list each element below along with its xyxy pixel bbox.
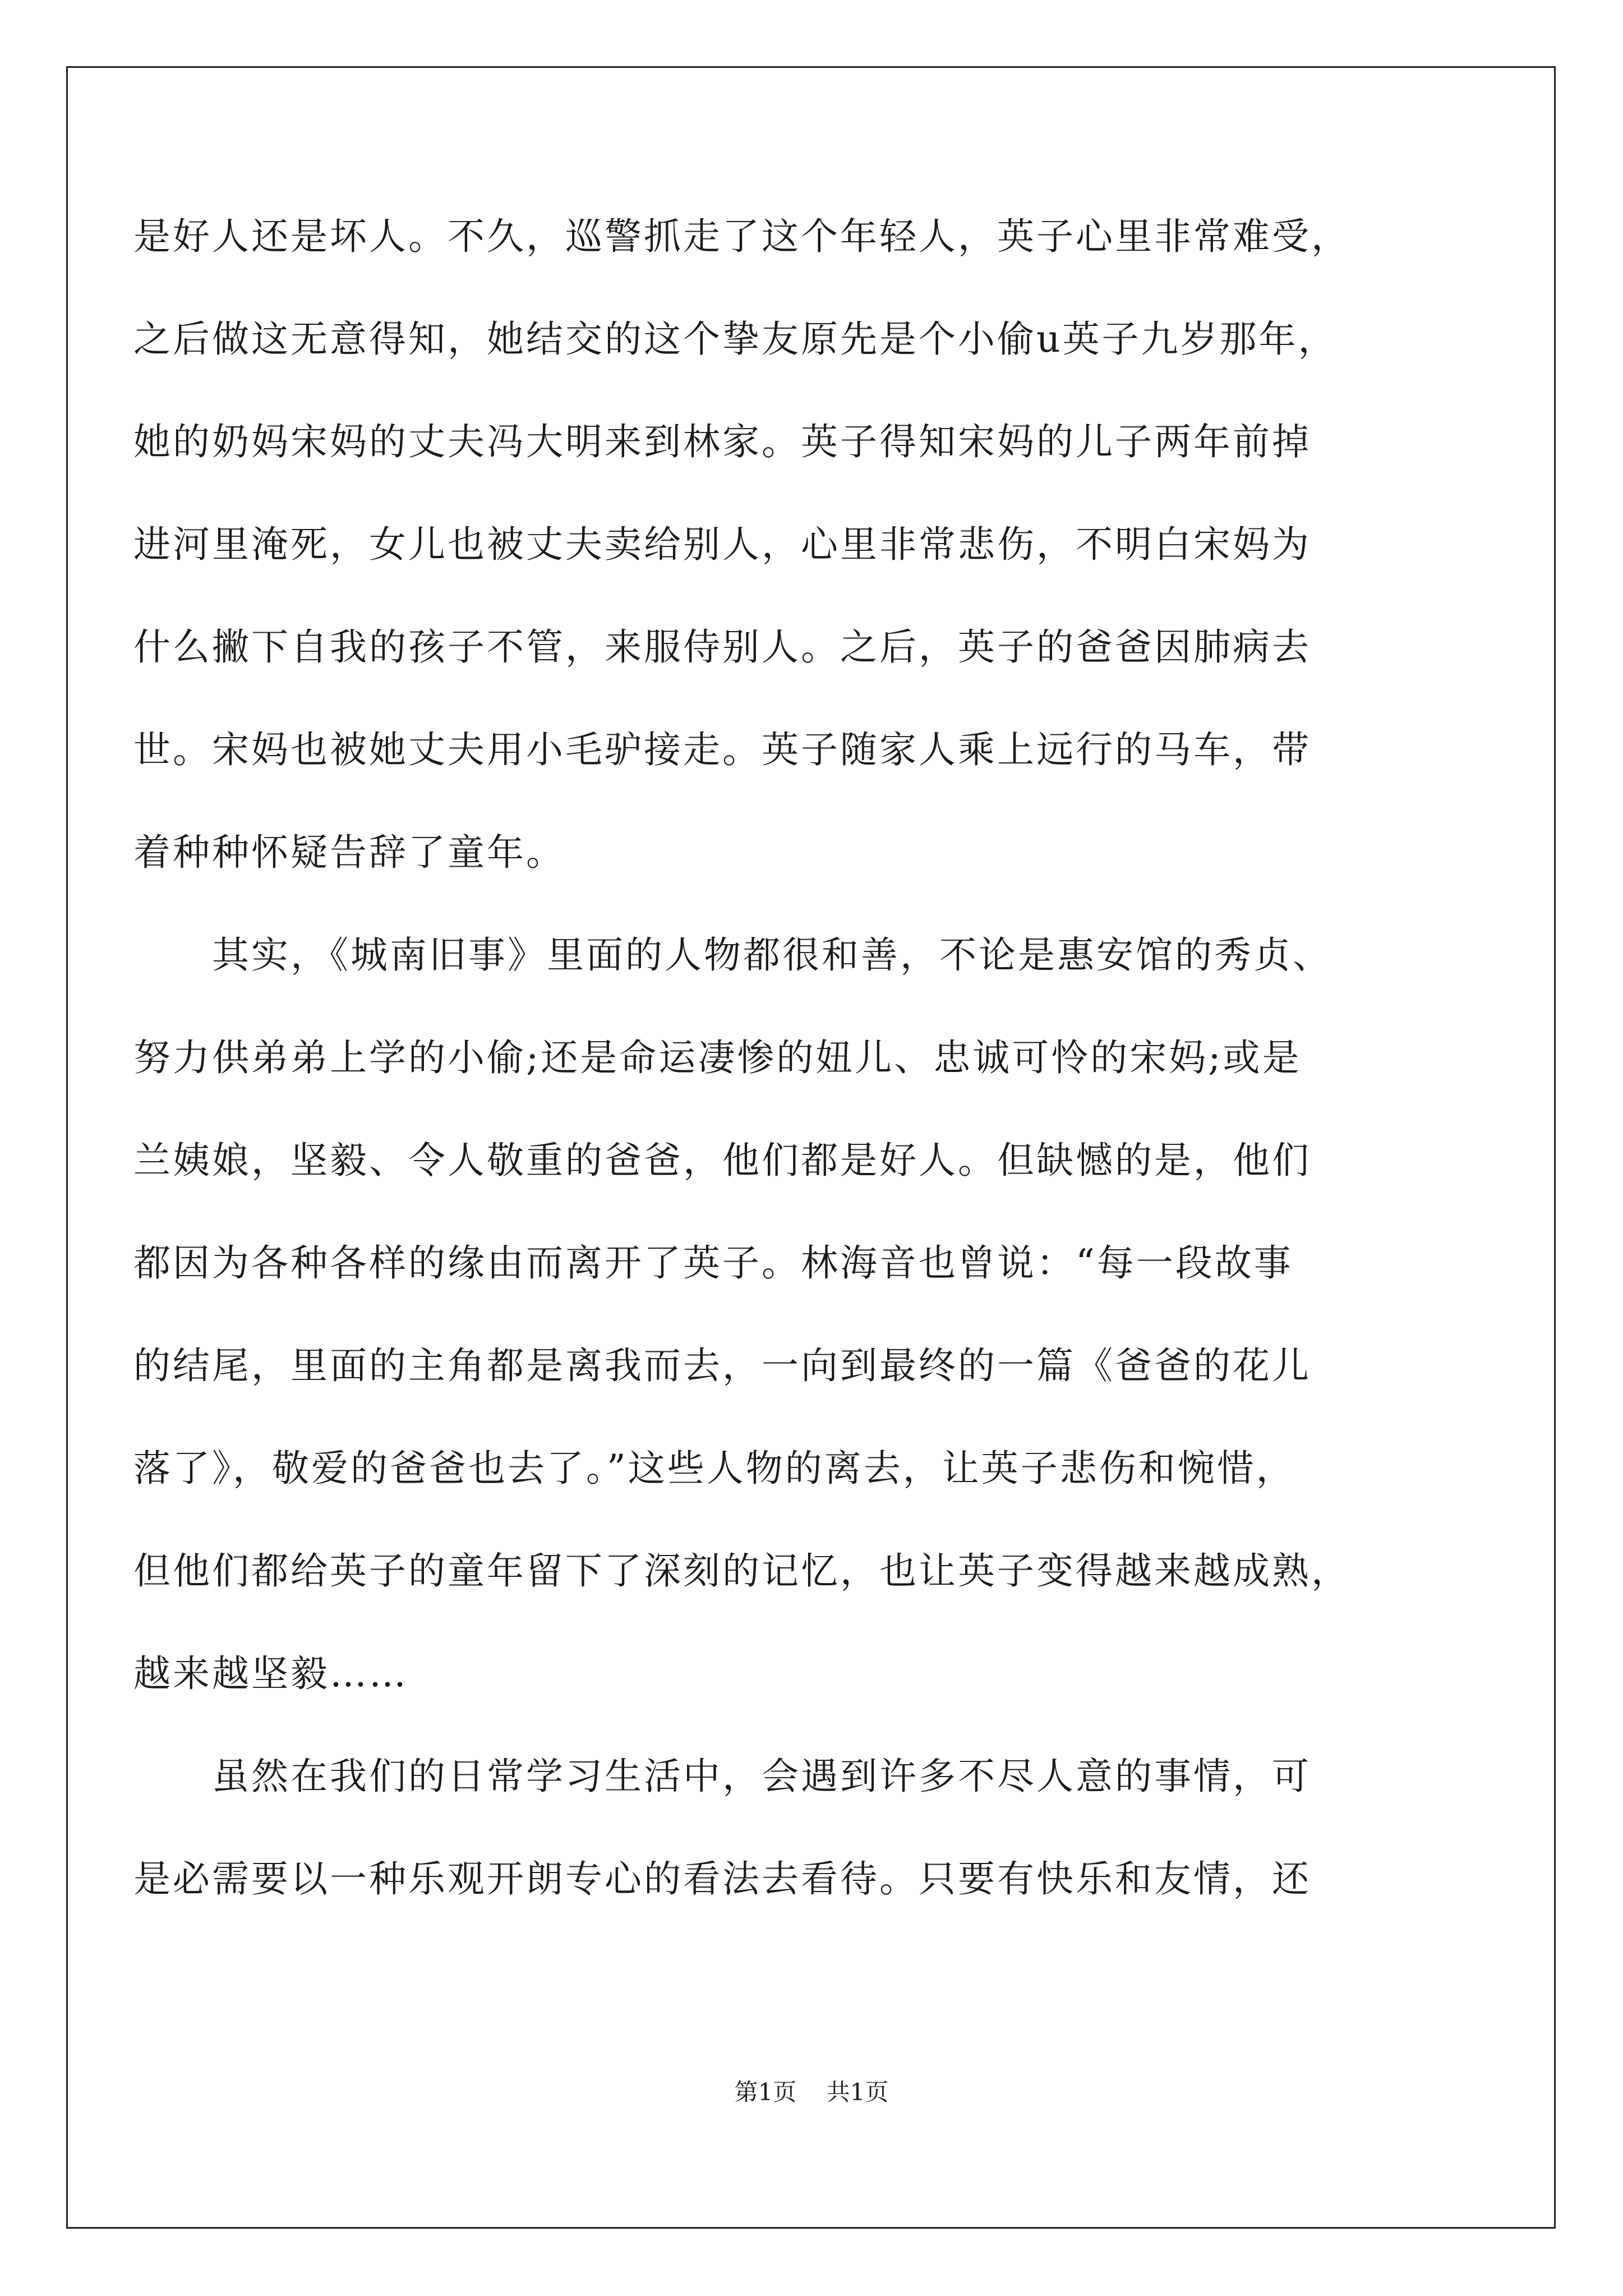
text-line: 之后做这无意得知，她结交的这个挚友原先是个小偷u英子九岁那年， bbox=[133, 318, 1338, 361]
text-line: 什么撇下自我的孩子不管，来服侍别人。之后，英子的爸爸因肺病去 bbox=[133, 625, 1311, 669]
page-total: 共1页 bbox=[826, 2078, 889, 2106]
text-line: 兰姨娘，坚毅、令人敬重的爸爸，他们都是好人。但缺憾的是，他们 bbox=[133, 1139, 1311, 1182]
text-line: 都因为各种各样的缘由而离开了英子。林海音也曾说：“每一段故事 bbox=[133, 1241, 1293, 1285]
text-line: 越来越坚毅…… bbox=[133, 1652, 408, 1695]
text-line: 努力供弟弟上学的小偷;还是命运凄惨的妞儿、忠诚可怜的宋妈;或是 bbox=[133, 1036, 1302, 1079]
text-line: 虽然在我们的日常学习生活中，会遇到许多不尽人意的事情，可 bbox=[133, 1755, 1311, 1798]
text-line: 是必需要以一种乐观开朗专心的看法去看待。只要有快乐和友情，还 bbox=[133, 1857, 1311, 1901]
page-number: 第1页 bbox=[734, 2078, 797, 2106]
text-line: 着种种怀疑告辞了童年。 bbox=[133, 831, 565, 874]
text-line: 其实，《城南旧事》里面的人物都很和善，不论是惠安馆的秀贞、 bbox=[133, 933, 1332, 977]
text-line: 的结尾，里面的主角都是离我而去，一向到最终的一篇《爸爸的花儿 bbox=[133, 1344, 1311, 1387]
text-line: 进河里淹死，女儿也被丈夫卖给别人，心里非常悲伤，不明白宋妈为 bbox=[133, 523, 1311, 566]
text-line: 她的奶妈宋妈的丈夫冯大明来到林家。英子得知宋妈的儿子两年前掉 bbox=[133, 420, 1311, 463]
text-line: 世。宋妈也被她丈夫用小毛驴接走。英子随家人乘上远行的马车，带 bbox=[133, 728, 1311, 771]
document-body bbox=[133, 185, 1485, 1930]
text-line: 是好人还是坏人。不久，巡警抓走了这个年轻人，英子心里非常难受， bbox=[133, 215, 1350, 258]
text-line: 但他们都给英子的童年留下了深刻的记忆，也让英子变得越来越成熟， bbox=[133, 1549, 1350, 1593]
text-line: 落了》，敬爱的爸爸也去了。”这些人物的离去，让英子悲伤和惋惜， bbox=[133, 1447, 1295, 1490]
page-footer bbox=[0, 2076, 1623, 2109]
